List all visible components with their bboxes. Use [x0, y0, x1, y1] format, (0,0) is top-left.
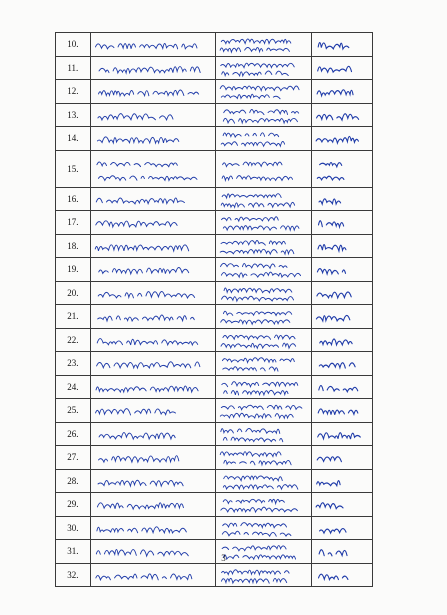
handwritten-name [91, 564, 215, 587]
table-row [56, 56, 373, 80]
handwritten-signature [312, 423, 372, 446]
row-number: 10. [56, 33, 91, 57]
handwritten-address [216, 33, 311, 56]
handwritten-signature-cell [311, 305, 372, 329]
handwritten-signature [312, 211, 372, 234]
handwritten-address [216, 258, 311, 281]
handwritten-address [216, 305, 311, 328]
handwritten-address [216, 399, 311, 422]
table-row [56, 469, 373, 493]
handwritten-address-cell [215, 399, 311, 423]
row-number: 30. [56, 516, 91, 540]
handwritten-address-cell [215, 422, 311, 446]
table-row [56, 150, 373, 187]
handwritten-name-cell [90, 493, 215, 517]
handwritten-address [216, 104, 311, 127]
handwritten-signature-cell [311, 446, 372, 470]
handwritten-address [216, 188, 311, 211]
row-number: 31. [56, 540, 91, 564]
table-row [56, 80, 373, 104]
handwritten-address-cell [215, 258, 311, 282]
handwritten-signature [312, 352, 372, 375]
handwritten-name-cell [90, 446, 215, 470]
table-row [56, 103, 373, 127]
handwritten-signature-cell [311, 493, 372, 517]
handwritten-signature [312, 470, 372, 493]
handwritten-signature [312, 33, 372, 56]
handwritten-name-cell [90, 516, 215, 540]
table-row [56, 516, 373, 540]
handwritten-signature [312, 127, 372, 150]
handwritten-signature-cell [311, 516, 372, 540]
row-number: 29. [56, 493, 91, 517]
handwritten-name [91, 235, 215, 258]
table-row [56, 234, 373, 258]
row-number: 16. [56, 187, 91, 211]
row-number: 14. [56, 127, 91, 151]
row-number: 23. [56, 352, 91, 376]
row-number: 12. [56, 80, 91, 104]
handwritten-name [91, 329, 215, 352]
handwritten-signature-cell [311, 80, 372, 104]
handwritten-address [216, 127, 311, 150]
handwritten-signature [312, 305, 372, 328]
table-row [56, 328, 373, 352]
handwritten-address [216, 235, 311, 258]
handwritten-name [91, 376, 215, 399]
handwritten-address-cell [215, 469, 311, 493]
handwritten-address [216, 517, 311, 540]
table-row [56, 211, 373, 235]
handwritten-signature [312, 57, 372, 80]
handwritten-address [216, 376, 311, 399]
handwritten-signature-cell [311, 563, 372, 587]
handwritten-name-cell [90, 127, 215, 151]
handwritten-address-cell [215, 150, 311, 187]
handwritten-address [216, 211, 311, 234]
handwritten-name-cell [90, 234, 215, 258]
handwritten-name-cell [90, 281, 215, 305]
handwritten-address [216, 282, 311, 305]
handwritten-address [216, 470, 311, 493]
handwritten-name-cell [90, 375, 215, 399]
handwritten-address-cell [215, 80, 311, 104]
handwritten-signature [312, 376, 372, 399]
handwritten-name-cell [90, 103, 215, 127]
handwritten-name-cell [90, 352, 215, 376]
handwritten-signature [312, 399, 372, 422]
handwritten-address-cell [215, 56, 311, 80]
handwritten-name-cell [90, 422, 215, 446]
handwritten-name [91, 517, 215, 540]
row-number: 28. [56, 469, 91, 493]
row-number: 22. [56, 328, 91, 352]
handwritten-address [216, 329, 311, 352]
handwritten-signature [312, 493, 372, 516]
handwritten-name [91, 57, 215, 80]
table-row [56, 352, 373, 376]
handwritten-name [91, 470, 215, 493]
handwritten-address [216, 423, 311, 446]
handwritten-address [216, 564, 311, 587]
handwritten-signature [312, 564, 372, 587]
row-number: 26. [56, 422, 91, 446]
handwritten-signature-cell [311, 103, 372, 127]
handwritten-address-cell [215, 127, 311, 151]
handwritten-signature [312, 258, 372, 281]
handwritten-address-cell [215, 328, 311, 352]
handwritten-name-cell [90, 328, 215, 352]
handwritten-name [91, 423, 215, 446]
handwritten-name [91, 211, 215, 234]
table-row [56, 258, 373, 282]
handwritten-signature-cell [311, 352, 372, 376]
handwritten-signature-cell [311, 281, 372, 305]
row-number: 27. [56, 446, 91, 470]
handwritten-signature [312, 282, 372, 305]
table-row [56, 422, 373, 446]
handwritten-name-cell [90, 211, 215, 235]
handwritten-signature-cell [311, 33, 372, 57]
handwritten-address-cell [215, 375, 311, 399]
handwritten-address [216, 57, 311, 80]
handwritten-name [91, 258, 215, 281]
handwritten-address-cell [215, 281, 311, 305]
handwritten-name [91, 493, 215, 516]
handwritten-address [216, 352, 311, 375]
handwritten-name [91, 305, 215, 328]
handwritten-address-cell [215, 516, 311, 540]
handwritten-name-cell [90, 150, 215, 187]
handwritten-signature [312, 104, 372, 127]
handwritten-address [216, 493, 311, 516]
handwritten-name-cell [90, 563, 215, 587]
handwritten-signature-cell [311, 150, 372, 187]
table-row [56, 399, 373, 423]
handwritten-address-cell [215, 187, 311, 211]
handwritten-address-cell [215, 493, 311, 517]
handwritten-address-cell [215, 563, 311, 587]
row-number: 11. [56, 56, 91, 80]
table-row [56, 305, 373, 329]
handwritten-name-cell [90, 305, 215, 329]
handwritten-address-cell [215, 305, 311, 329]
handwritten-address-cell [215, 103, 311, 127]
handwritten-signature-cell [311, 469, 372, 493]
handwritten-signature-cell [311, 422, 372, 446]
handwritten-name-cell [90, 187, 215, 211]
handwritten-signature [312, 80, 372, 103]
handwritten-name [91, 446, 215, 469]
row-number: 20. [56, 281, 91, 305]
row-number: 19. [56, 258, 91, 282]
handwritten-signature [312, 517, 372, 540]
table-row [56, 281, 373, 305]
handwritten-name-cell [90, 258, 215, 282]
handwritten-address-cell [215, 352, 311, 376]
handwritten-signature [312, 329, 372, 352]
table-row [56, 127, 373, 151]
table-row [56, 187, 373, 211]
handwritten-name [91, 282, 215, 305]
table-row [56, 446, 373, 470]
handwritten-signature-cell [311, 211, 372, 235]
row-number: 24. [56, 375, 91, 399]
handwritten-name-cell [90, 399, 215, 423]
row-number: 15. [56, 150, 91, 187]
handwritten-name-cell [90, 80, 215, 104]
handwritten-address [216, 151, 311, 187]
handwritten-name [91, 104, 215, 127]
handwritten-address [216, 446, 311, 469]
handwritten-signature [312, 446, 372, 469]
handwritten-signature [312, 188, 372, 211]
handwritten-signature-cell [311, 187, 372, 211]
handwritten-name [91, 33, 215, 56]
handwritten-signature-cell [311, 234, 372, 258]
handwritten-name-cell [90, 56, 215, 80]
page-number: 3 [221, 553, 226, 563]
handwritten-signature [312, 235, 372, 258]
handwritten-signature-cell [311, 375, 372, 399]
handwritten-name [91, 352, 215, 375]
handwritten-signature-cell [311, 258, 372, 282]
row-number: 25. [56, 399, 91, 423]
row-number: 21. [56, 305, 91, 329]
signature-table [55, 32, 373, 587]
handwritten-name-cell [90, 469, 215, 493]
table-row [56, 563, 373, 587]
handwritten-signature-cell [311, 56, 372, 80]
handwritten-address-cell [215, 33, 311, 57]
handwritten-address-cell [215, 234, 311, 258]
row-number: 18. [56, 234, 91, 258]
handwritten-name [91, 188, 215, 211]
handwritten-signature-cell [311, 399, 372, 423]
handwritten-address [216, 80, 311, 103]
handwritten-signature-cell [311, 127, 372, 151]
row-number: 32. [56, 563, 91, 587]
handwritten-signature-cell [311, 328, 372, 352]
handwritten-name [91, 151, 215, 187]
handwritten-signature [312, 151, 372, 187]
handwritten-name [91, 399, 215, 422]
row-number: 17. [56, 211, 91, 235]
handwritten-name-cell [90, 33, 215, 57]
handwritten-name [91, 127, 215, 150]
handwritten-address-cell [215, 446, 311, 470]
table-row [56, 33, 373, 57]
table-row [56, 493, 373, 517]
table-row [56, 375, 373, 399]
handwritten-name [91, 80, 215, 103]
row-number: 13. [56, 103, 91, 127]
handwritten-address-cell [215, 211, 311, 235]
